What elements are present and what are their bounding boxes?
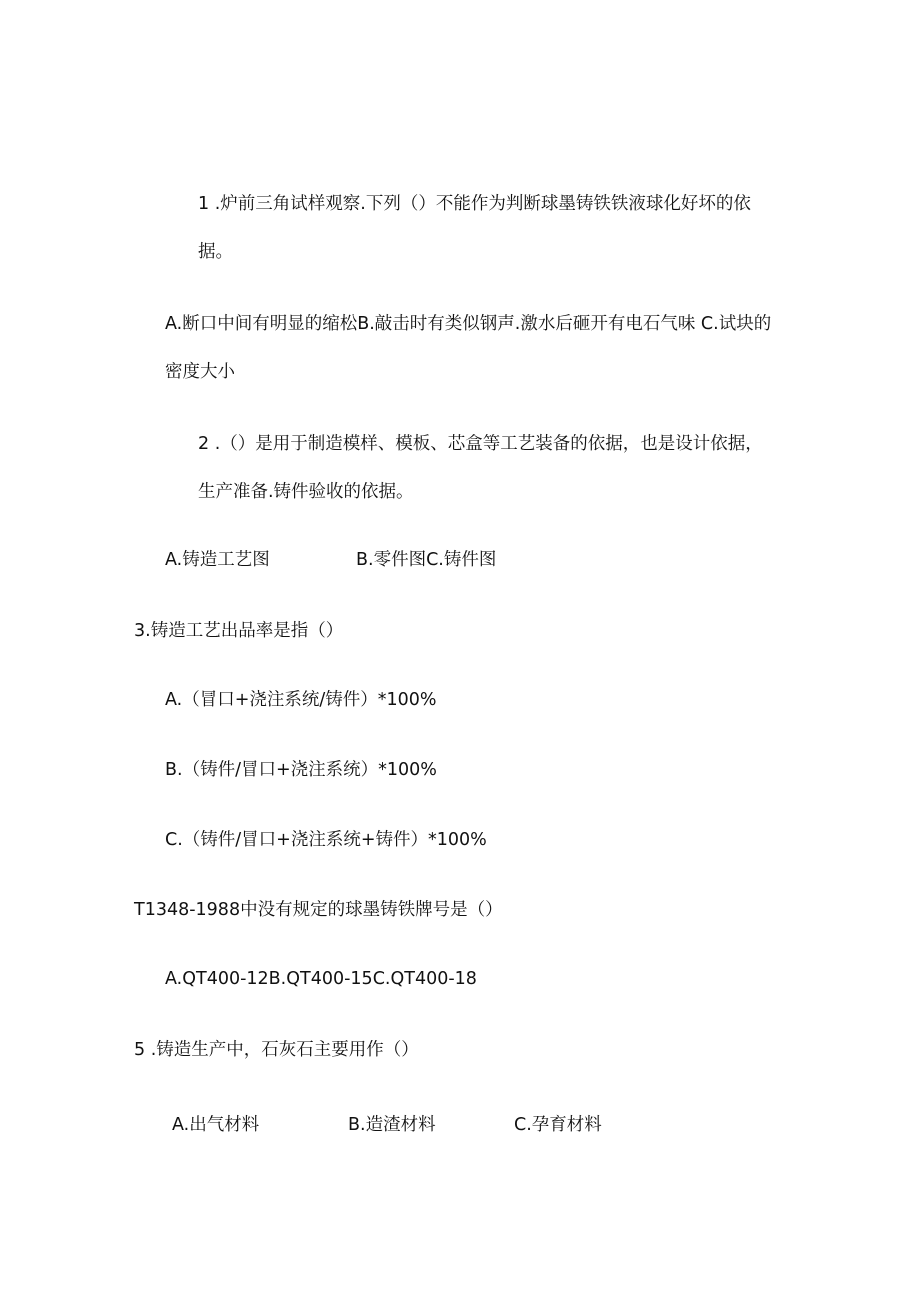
question-3-text: 3.铸造工艺出品率是指（） [134,621,344,641]
question-1-text-line2: 据。 [198,242,233,262]
question-5-option-a: A.出气材料 [172,1115,260,1135]
question-4-text: T1348-1988中没有规定的球墨铸铁牌号是（） [134,900,503,920]
question-2-option-bc: B.零件图C.铸件图 [356,550,497,570]
question-1-text-line1: 1 .炉前三角试样观察.下列（）不能作为判断球墨铸铁铁液球化好坏的依 [198,194,751,214]
question-2-text-line1: 2 .（）是用于制造模样、模板、芯盒等工艺装备的依据，也是设计依据， [198,434,763,454]
question-1-options-line1: A.断口中间有明显的缩松B.敲击时有类似钢声.激水后砸开有电石气味 C.试块的 [165,314,772,334]
question-2-text-line2: 生产准备.铸件验收的依据。 [198,482,414,502]
question-3-option-b: B.（铸件/冒口+浇注系统）*100% [165,760,437,780]
question-5-text: 5 .铸造生产中，石灰石主要用作（） [134,1040,419,1060]
question-5-option-c: C.孕育材料 [514,1115,602,1135]
question-4-options: A.QT400-12B.QT400-15C.QT400-18 [165,969,477,989]
question-5-option-b: B.造渣材料 [348,1115,436,1135]
question-1-options-line2: 密度大小 [165,362,235,382]
question-2-option-a: A.铸造工艺图 [165,550,270,570]
question-3-option-c: C.（铸件/冒口+浇注系统+铸件）*100% [165,830,487,850]
question-3-option-a: A.（冒口+浇注系统/铸件）*100% [165,690,437,710]
